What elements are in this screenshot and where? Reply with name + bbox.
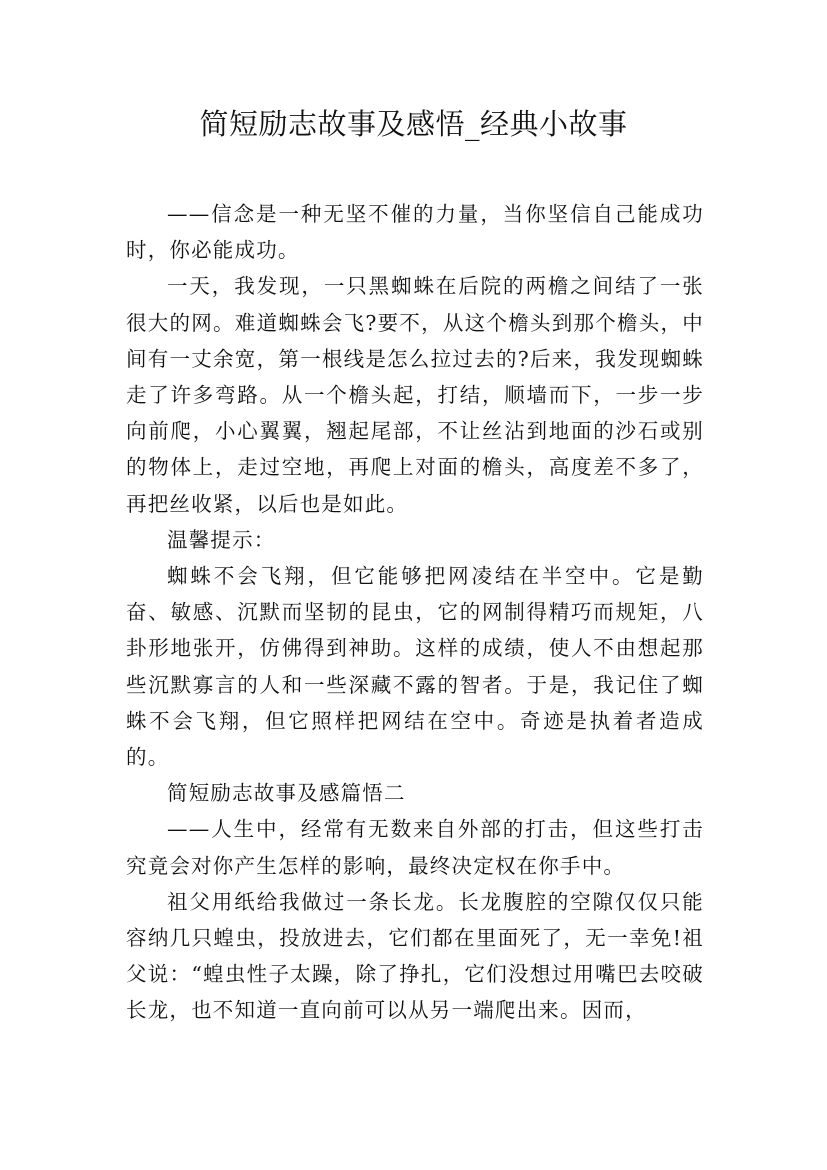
paragraph-dragon-story: 祖父用纸给我做过一条长龙。长龙腹腔的空隙仅仅只能容纳几只蝗虫，投放进去，它们都在里面死了，无一幸免!祖父说：“蝗虫性子太躁，除了挣扎，它们没想过用嘴巴去咬破长龙，也不知道一直向前可以从另一端爬出来。因而， <box>126 889 704 1023</box>
paragraph-tip-heading: 温馨提示： <box>167 527 276 552</box>
paragraph-spider-reflection: 蜘蛛不会飞翔，但它能够把网凌结在半空中。它是勤奋、敏感、沉默而坚韧的昆虫，它的网制得精巧而规矩，八卦形地张开，仿佛得到神助。这样的成绩，使人不由想起那些沉默寡言的人和一些深藏不露的智者。于是，我记住了蜘蛛不会飞翔，但它照样把网结在空中。奇迹是执着者造成的。 <box>126 564 704 770</box>
paragraph-spider-story: 一天，我发现，一只黑蜘蛛在后院的两檐之间结了一张很大的网。难道蜘蛛会飞?要不，从这个檐头到那个檐头，中间有一丈余宽，第一根线是怎么拉过去的?后来，我发现蜘蛛走了许多弯路。从一个檐头起，打结，顺墙而下，一步一步向前爬，小心翼翼，翘起尾部，不让丝沾到地面的沙石或别的物体上，走过空地，再爬上对面的檐头，高度差不多了，再把丝收紧，以后也是如此。 <box>126 274 704 516</box>
document-body <box>126 196 704 1029</box>
document-title: 简短励志故事及感悟_经典小故事 <box>199 107 628 141</box>
paragraph-belief-quote: ——信念是一种无坚不催的力量，当你坚信自己能成功时，你必能成功。 <box>126 202 704 263</box>
paragraph-life-quote: ——人生中，经常有无数来自外部的打击，但这些打击究竟会对你产生怎样的影响，最终决定权在你手中。 <box>126 817 704 878</box>
paragraph-section-two-heading: 简短励志故事及感篇悟二 <box>167 781 406 806</box>
